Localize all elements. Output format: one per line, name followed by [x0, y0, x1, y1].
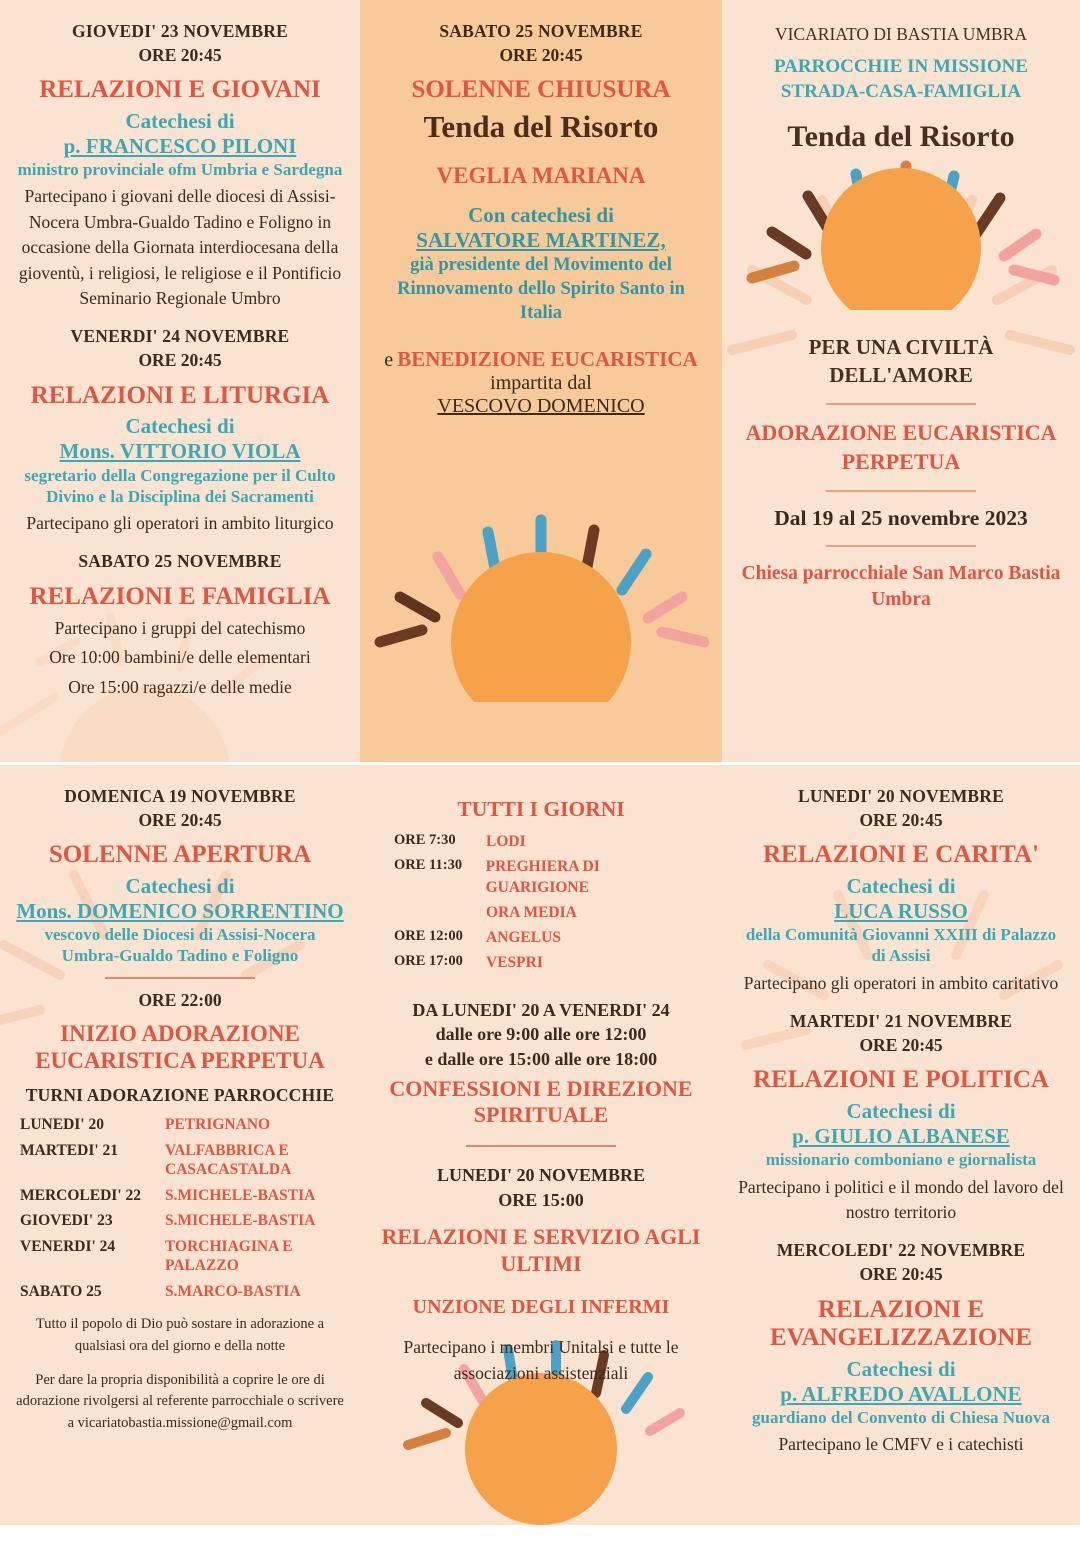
turni-parish: S.MARCO-BASTIA	[165, 1283, 301, 1301]
turni-parish: TORCHIAGINA E PALAZZO	[165, 1238, 293, 1275]
speaker-role: della Comunità Giovanni XXIII di Palazzo di Assisi	[745, 925, 1057, 966]
time-label: ORE 20:45	[859, 1263, 943, 1284]
section-title: RELAZIONI E FAMIGLIA	[29, 583, 331, 610]
speaker-role: vescovo delle Diocesi di Assisi-Nocera Umbra-Gualdo Tadino e Foligno	[44, 925, 316, 966]
catechesi-label: Catechesi di	[846, 874, 956, 898]
section-title: SOLENNE CHIUSURA	[411, 76, 671, 104]
schedule-row	[394, 903, 706, 924]
schedule-event: PREGHIERA DI GUARIGIONE	[485, 857, 600, 896]
speaker-role: segretario della Congregazione per il Culto Divino e la Disciplina dei Sacramenti	[24, 465, 336, 506]
speaker-name: Mons. DOMENICO SORRENTINO	[16, 899, 344, 923]
participants-text: Partecipano gli operatori in ambito caritativo	[743, 972, 1059, 993]
impartita-label: impartita dal	[490, 372, 592, 395]
catechesi-label: Con catechesi di	[468, 203, 614, 227]
date-label: LUNEDI' 20 NOVEMBRE	[797, 786, 1005, 806]
event-dates: Dal 19 al 25 novembre 2023	[774, 506, 1028, 531]
table-row	[20, 1116, 340, 1135]
parrocchie-label: PARROCCHIE IN MISSIONE	[773, 56, 1029, 77]
sun-illustration	[738, 160, 1064, 330]
veglia-title: VEGLIA MARIANA	[436, 163, 646, 188]
speaker-name: p. GIULIO ALBANESE	[792, 1124, 1010, 1149]
speaker-name: SALVATORE MARTINEZ,	[416, 228, 666, 252]
schedule-time	[394, 903, 486, 924]
confessioni-hours-1: dalle ore 9:00 alle ore 12:00	[435, 1024, 647, 1045]
schedule-time: ORE 11:30	[394, 856, 463, 873]
benedizione-title: BENEDIZIONE EUCARISTICA	[397, 347, 698, 372]
schedule-event: ANGELUS	[486, 928, 561, 946]
participants-text: Partecipano i gruppi del catechismo	[54, 617, 306, 638]
speaker-name: p. FRANCESCO PILONI	[63, 134, 297, 158]
divider	[826, 403, 976, 405]
turni-table	[16, 1116, 344, 1302]
panel-relazioni-carita-politica-evangelizzazione	[722, 765, 1080, 1525]
date-label: MERCOLEDI' 22 NOVEMBRE	[776, 1240, 1026, 1261]
note-adoration: Tutto il popolo di Dio può sostare in adorazione a qualsiasi ora del giorno e della notte	[35, 1316, 325, 1354]
catechesi-label: Catechesi di	[846, 1099, 956, 1124]
date-label: SABATO 25 NOVEMBRE	[439, 21, 643, 41]
schedule-time: ORE 7:30	[394, 832, 456, 848]
schedule-event: LODI	[486, 833, 526, 850]
turni-parish: VALFABBRICA E CASACASTALDA	[165, 1141, 292, 1178]
civilta-title: PER UNA CIVILTÀ DELL'AMORE	[808, 335, 994, 387]
divider	[105, 977, 255, 979]
speaker-role: ministro provinciale ofm Umbria e Sardegna	[17, 160, 343, 180]
section-title: RELAZIONI E LITURGIA	[30, 381, 330, 409]
speaker-role: guardiano del Convento di Chiesa Nuova	[751, 1408, 1051, 1428]
turni-day: MARTEDI' 21	[20, 1141, 119, 1159]
schedule-row	[394, 857, 706, 899]
time-label: ORE 20:45	[138, 809, 222, 830]
page-bottom-margin	[0, 1525, 1080, 1544]
schedule-time: ORE 12:00	[394, 927, 463, 944]
confessioni-hours-2: e dalle ore 15:00 alle ore 18:00	[424, 1049, 658, 1070]
inizio-adorazione-title: INIZIO ADORAZIONE EUCARISTICA PERPETUA	[35, 1021, 325, 1073]
schedule-row	[394, 953, 706, 974]
brochure-outer-side	[0, 0, 1080, 762]
catechesi-label: Catechesi di	[846, 1357, 956, 1381]
vicariato-label: VICARIATO DI BASTIA UMBRA	[775, 24, 1027, 44]
time-label: ORE 20:45	[859, 1034, 943, 1055]
time-label: ORE 20:45	[138, 44, 222, 65]
turni-day: LUNEDI' 20	[20, 1115, 104, 1133]
schedule-row	[394, 832, 706, 853]
participants-text: Partecipano gli operatori in ambito liturgico	[26, 513, 334, 533]
panel-tutti-i-giorni	[360, 765, 722, 1525]
table-row	[20, 1187, 340, 1206]
vescovo-name: VESCOVO DOMENICO	[437, 395, 645, 418]
catechesi-label: Catechesi di	[125, 414, 235, 439]
date-label: GIOVEDI' 23 NOVEMBRE	[72, 21, 288, 41]
catechesi-label: Catechesi di	[125, 874, 235, 898]
section-title: SOLENNE APERTURA	[48, 841, 312, 869]
time-label: ORE 20:45	[499, 44, 583, 65]
catechesi-label: Catechesi di	[125, 109, 235, 133]
schedule-event: ORA MEDIA	[486, 903, 577, 921]
table-row	[20, 1238, 340, 1276]
time-label: ORE 20:45	[138, 349, 222, 370]
speaker-role: già presidente del Movimento del Rinnovamento dello Spirito Santo in Italia	[397, 255, 685, 324]
event-name: Tenda del Risorto	[423, 109, 659, 144]
divider	[826, 490, 976, 492]
schedule-time: ORE 17:00	[394, 952, 463, 969]
schedule-line-2: Ore 15:00 ragazzi/e delle medie	[68, 676, 292, 697]
date-label: MARTEDI' 21 NOVEMBRE	[789, 1011, 1013, 1032]
tutti-i-giorni-title: TUTTI I GIORNI	[457, 797, 625, 821]
section-title: RELAZIONI E POLITICA	[753, 1066, 1049, 1094]
section-title: RELAZIONI E SERVIZIO AGLI ULTIMI	[381, 1224, 701, 1276]
panel-solenne-chiusura	[360, 0, 722, 762]
panel-cover	[722, 0, 1080, 762]
section-title: RELAZIONI E EVANGELIZZAZIONE	[769, 1295, 1033, 1352]
section-title: RELAZIONI E GIOVANI	[39, 76, 321, 104]
confessioni-days: DA LUNEDI' 20 A VENERDI' 24	[412, 999, 670, 1020]
turni-day: VENERDI' 24	[20, 1238, 116, 1256]
adorazione-title: ADORAZIONE EUCARISTICA PERPETUA	[745, 419, 1057, 474]
panel-solenne-apertura	[0, 765, 360, 1525]
benedizione-prefix: e	[384, 349, 394, 372]
divider	[826, 545, 976, 547]
schedule-event: VESPRI	[486, 953, 543, 971]
brochure-inner-side	[0, 765, 1080, 1525]
schedule-line-1: Ore 10:00 bambini/e delle elementari	[49, 647, 311, 668]
turni-parish: S.MICHELE-BASTIA	[165, 1186, 316, 1204]
date-label: SABATO 25 NOVEMBRE	[78, 551, 282, 572]
schedule-row	[394, 928, 706, 949]
event-name: Tenda del Risorto	[787, 120, 1015, 154]
time-label: ORE 15:00	[498, 1189, 584, 1210]
divider	[466, 1145, 616, 1147]
speaker-name: LUCA RUSSO	[834, 899, 968, 923]
note-contact: Per dare la propria disponibilità a coprire le ore di adorazione rivolgersi al referente parrocchiale o scrivere a vicariatobastia.missione@gmail.com	[16, 1371, 344, 1432]
date-label: LUNEDI' 20 NOVEMBRE	[436, 1164, 646, 1185]
turni-parish: S.MICHELE-BASTIA	[165, 1212, 316, 1230]
speaker-name: Mons. VITTORIO VIOLA	[59, 439, 301, 464]
participants-text: Partecipano i politici e il mondo del lavoro del nostro territorio	[738, 1176, 1064, 1222]
turni-day: GIOVEDI' 23	[20, 1212, 113, 1230]
speaker-role: missionario comboniano e giornalista	[765, 1150, 1037, 1170]
daily-schedule	[376, 832, 706, 974]
time-label: ORE 22:00	[138, 989, 222, 1010]
speaker-name: p. ALFREDO AVALLONE	[780, 1382, 1022, 1406]
participants-text: Partecipano le CMFV e i catechisti	[778, 1434, 1024, 1455]
section-title: RELAZIONI E CARITA'	[763, 841, 1039, 869]
table-row	[20, 1212, 340, 1231]
turni-title: TURNI ADORAZIONE PARROCCHIE	[25, 1085, 335, 1106]
venue-label: Chiesa parrocchiale San Marco Bastia Umbra	[741, 563, 1061, 611]
participants-text: Partecipano i giovani delle diocesi di Assisi-Nocera Umbra-Gualdo Tadino e Foligno in occasione della Giornata interdiocesana della gioventù, i religiosi, le religiose e il Pontificio Seminario Regionale Umbro	[18, 186, 342, 308]
turni-day: MERCOLEDI' 22	[20, 1186, 141, 1204]
turni-day: SABATO 25	[20, 1283, 102, 1301]
turni-parish: PETRIGNANO	[165, 1115, 271, 1133]
confessioni-title: CONFESSIONI E DIREZIONE SPIRITUALE	[389, 1076, 693, 1128]
participants-text: Partecipano i membri Unitalsi e tutte le associazioni assistenziali	[403, 1337, 679, 1383]
panel-relazioni-giovani-liturgia-famiglia	[0, 0, 360, 762]
date-label: DOMENICA 19 NOVEMBRE	[64, 786, 296, 806]
table-row	[20, 1142, 340, 1180]
date-label: VENERDI' 24 NOVEMBRE	[70, 326, 290, 347]
strada-label: STRADA-CASA-FAMIGLIA	[780, 80, 1022, 102]
sun-rays-illustration	[360, 502, 722, 742]
time-label: ORE 20:45	[859, 809, 943, 830]
unzione-title: UNZIONE DEGLI INFERMI	[412, 1296, 670, 1319]
table-row	[20, 1283, 340, 1302]
